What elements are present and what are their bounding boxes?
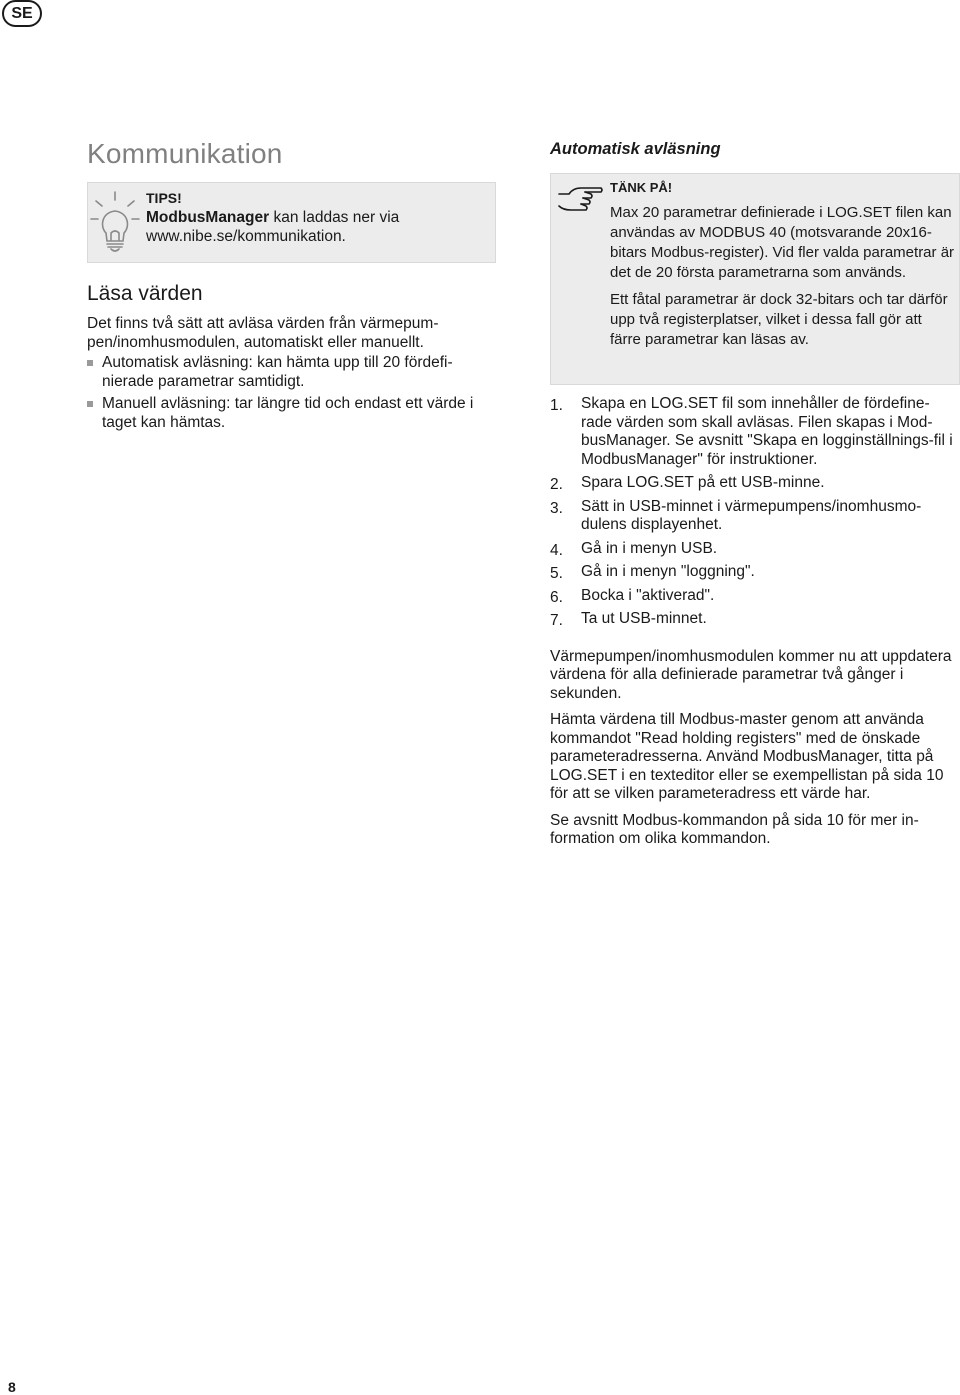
subsection-title: Automatisk avläsning <box>550 140 721 158</box>
step-text: Gå in i menyn USB. <box>581 539 718 557</box>
note-paragraph: Max 20 parametrar definierade i LOG.SET filen kan användas av MODBUS 40 (motsvarande 20x16-bitars Modbus-register). Vid fler valda parametrar är det de 20 första parametrarna som används. <box>610 204 955 281</box>
steps-list <box>550 395 960 629</box>
step-text: Sätt in USB-minnet i värmepumpens/inomhusmo-dulens displayenhet. <box>581 497 922 533</box>
list-item <box>550 474 960 493</box>
list-item <box>87 354 499 391</box>
right-column <box>550 140 960 857</box>
list-item <box>550 498 960 535</box>
step-number: 3. <box>550 499 563 517</box>
lightbulb-icon <box>90 189 140 255</box>
step-number: 1. <box>550 397 563 414</box>
list-item <box>550 563 960 582</box>
tips-link[interactable]: www.nibe.se/kommunikation. <box>146 228 346 245</box>
section-intro: Det finns två sätt att avläsa värden från värmepum-pen/inomhusmodulen, automatiskt eller manuellt. <box>87 315 439 351</box>
bullet-list <box>87 354 499 432</box>
bullet-square-icon <box>87 360 93 366</box>
body-paragraph: Hämta värdena till Modbus-master genom att använda kommandot "Read holding registers" med de önskade parameteradresserna. Använd ModbusManager, titta på LOG.SET i en texteditor eller se exempellistan på sida 10 för att se vilken parameteradress ett värde har. <box>550 711 944 802</box>
list-item <box>550 395 960 469</box>
note-box <box>550 173 960 385</box>
step-text: Ta ut USB-minnet. <box>581 610 707 627</box>
note-paragraph: Ett fåtal parametrar är dock 32-bitars och tar därför upp två registerplatser, vilket i dessa fall gör att färre parametrar kan läsas av. <box>610 291 948 348</box>
tips-box <box>87 182 496 263</box>
tips-text1: kan laddas ner via <box>269 209 400 226</box>
list-item <box>550 540 960 559</box>
left-column <box>87 138 499 436</box>
step-number: 4. <box>550 541 563 559</box>
language-badge: SE <box>2 0 42 27</box>
step-number: 2. <box>550 476 563 493</box>
page-title: Kommunikation <box>87 138 283 169</box>
step-number: 6. <box>550 588 563 606</box>
page-number: 8 <box>8 1379 16 1395</box>
step-text: Bocka i "aktiverad". <box>581 586 715 604</box>
tips-line1 <box>146 208 489 227</box>
step-text: Skapa en LOG.SET fil som innehåller de fördefine-rade värden som skall avläsas. Filen skapas i Mod-busManager. Se avsnitt "Skapa en logginställnings-fil i ModbusManager" för instruktioner. <box>581 395 953 468</box>
bullet-square-icon <box>87 401 93 407</box>
section-title: Läsa värden <box>87 282 203 305</box>
tips-title: TIPS! <box>146 190 182 206</box>
step-text: Spara LOG.SET på ett USB-minne. <box>581 474 825 491</box>
list-item <box>550 610 960 629</box>
note-title: TÄNK PÅ! <box>610 180 673 195</box>
bullet-text: Automatisk avläsning: kan hämta upp till 20 fördefi-nierade parametrar samtidigt. <box>102 354 453 390</box>
tips-bold: ModbusManager <box>146 209 270 226</box>
note-text <box>610 178 955 357</box>
step-number: 7. <box>550 612 563 629</box>
tips-text <box>146 189 489 246</box>
body-paragraph: Se avsnitt Modbus-kommandon på sida 10 för mer in-formation om olika kommandon. <box>550 811 919 847</box>
bullet-text: Manuell avläsning: tar längre tid och endast ett värde i taget kan hämtas. <box>102 395 474 431</box>
step-text: Gå in i menyn "loggning". <box>581 563 755 580</box>
body-paragraph: Värmepumpen/inomhusmodulen kommer nu att uppdatera värdena för alla definierade parametrar två gånger i sekunden. <box>550 647 952 702</box>
list-item <box>87 395 499 432</box>
list-item <box>550 587 960 606</box>
step-number: 5. <box>550 565 563 582</box>
pointing-hand-icon <box>555 182 605 216</box>
